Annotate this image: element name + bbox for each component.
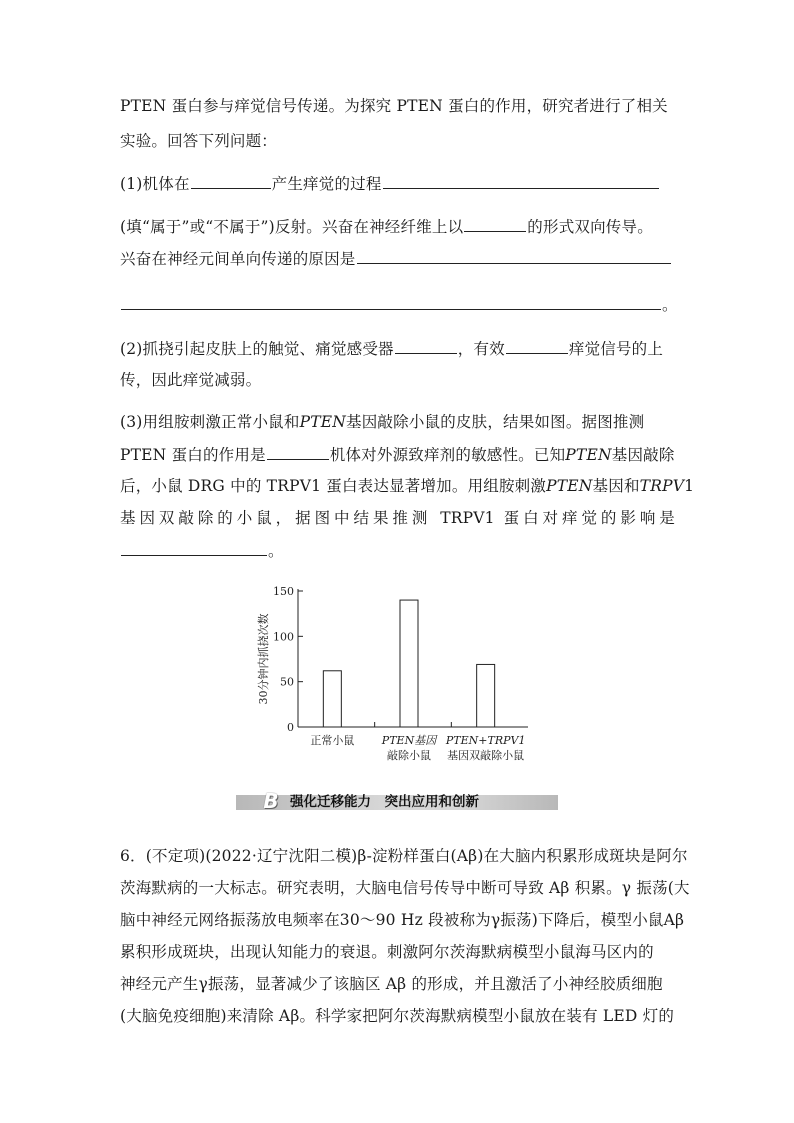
answer-blank[interactable] xyxy=(267,443,329,460)
y-tick-label: 50 xyxy=(280,675,294,689)
answer-blank[interactable] xyxy=(395,337,457,354)
bar xyxy=(400,600,418,727)
section-banner xyxy=(236,790,558,814)
category-label: PTEN+TRPV1 xyxy=(445,734,526,747)
intro-line-2: 实验。回答下列问题： xyxy=(120,132,278,150)
question-2-line-2: 传，因此痒觉减弱。 xyxy=(120,371,262,389)
question-3-line-3: 后，小鼠 DRG 中的 TRPV1 蛋白表达显著增加。用组胺刺激PTEN基因和TRPV1 xyxy=(120,477,695,495)
bar xyxy=(323,671,341,727)
question-6-line-5: 神经元产生γ振荡，显著减少了该脑区 Aβ 的形成，并且激活了小神经胶质细胞 xyxy=(120,975,663,993)
chart-labels xyxy=(310,733,525,762)
answer-blank[interactable] xyxy=(464,215,526,232)
question-3-line-1: (3)用组胺刺激正常小鼠和PTEN基因敲除小鼠的皮肤，结果如图。据图推测 xyxy=(120,413,645,431)
category-label: 敲除小鼠 xyxy=(387,749,431,762)
answer-blank[interactable] xyxy=(121,539,267,556)
question-6-line-1: 6．(不定项)(2022·辽宁沈阳二模)β-淀粉样蛋白(Aβ)在大脑内积累形成斑块是阿尔 xyxy=(120,847,688,865)
bar xyxy=(477,664,495,727)
y-tick-label: 100 xyxy=(273,630,294,644)
y-tick-label: 150 xyxy=(273,585,294,598)
intro-line-1: PTEN 蛋白参与痒觉信号传递。为探究 PTEN 蛋白的作用，研究者进行了相关 xyxy=(120,97,668,115)
category-label: 正常小鼠 xyxy=(310,734,355,747)
question-3-line-5: 。 xyxy=(120,539,284,562)
y-tick-label: 0 xyxy=(287,721,294,734)
answer-blank[interactable] xyxy=(191,172,271,189)
question-6-line-3: 脑中神经元网络振荡放电频率在30～90 Hz 段被称为γ振荡)下降后，模型小鼠Aβ xyxy=(120,911,685,929)
category-label: 基因双敲除小鼠 xyxy=(447,749,525,762)
answer-blank[interactable] xyxy=(506,337,568,354)
question-3-line-2: PTEN 蛋白的作用是 机体对外源致痒剂的敏感性。已知PTEN基因敲除 xyxy=(120,443,675,466)
question-1-line-2: (填“属于”或“不属于”)反射。兴奋在神经纤维上以 的形式双向传导。 xyxy=(120,215,653,238)
question-6-line-4: 累积形成斑块，出现认知能力的衰退。刺激阿尔茨海默病模型小鼠海马区内的 xyxy=(120,943,654,961)
question-2-line-1: (2)抓挠引起皮肤上的触觉、痛觉感受器 ，有效 痒觉信号的上 xyxy=(120,337,663,360)
answer-blank[interactable] xyxy=(121,293,661,310)
banner-title: 强化迁移能力 突出应用和创新 xyxy=(290,794,479,810)
question-1-line-1: (1)机体在 产生痒觉的过程 xyxy=(120,172,660,195)
category-label: PTEN基因 xyxy=(381,734,437,747)
answer-blank[interactable] xyxy=(383,172,659,189)
chart-bars xyxy=(323,600,494,727)
bar-chart xyxy=(250,578,550,773)
answer-blank[interactable] xyxy=(357,247,671,264)
question-1-line-3: 兴奋在神经元间单向传递的原因是 xyxy=(120,247,672,270)
question-1-line-4: 。 xyxy=(120,293,678,316)
section-b-icon: B xyxy=(263,789,279,813)
question-3-line-4: 基因双敲除的小鼠，据图中结果推测 TRPV1 蛋白对痒觉的影响是 xyxy=(120,509,675,527)
y-axis-label: 30分钟内抓挠次数 xyxy=(257,613,270,705)
question-6-line-2: 茨海默病的一大标志。研究表明，大脑电信号传导中断可导致 Aβ 积累。γ 振荡(大 xyxy=(120,879,690,897)
question-6-line-6: (大脑免疫细胞)来清除 Aβ。科学家把阿尔茨海默病模型小鼠放在装有 LED 灯的 xyxy=(120,1007,675,1025)
